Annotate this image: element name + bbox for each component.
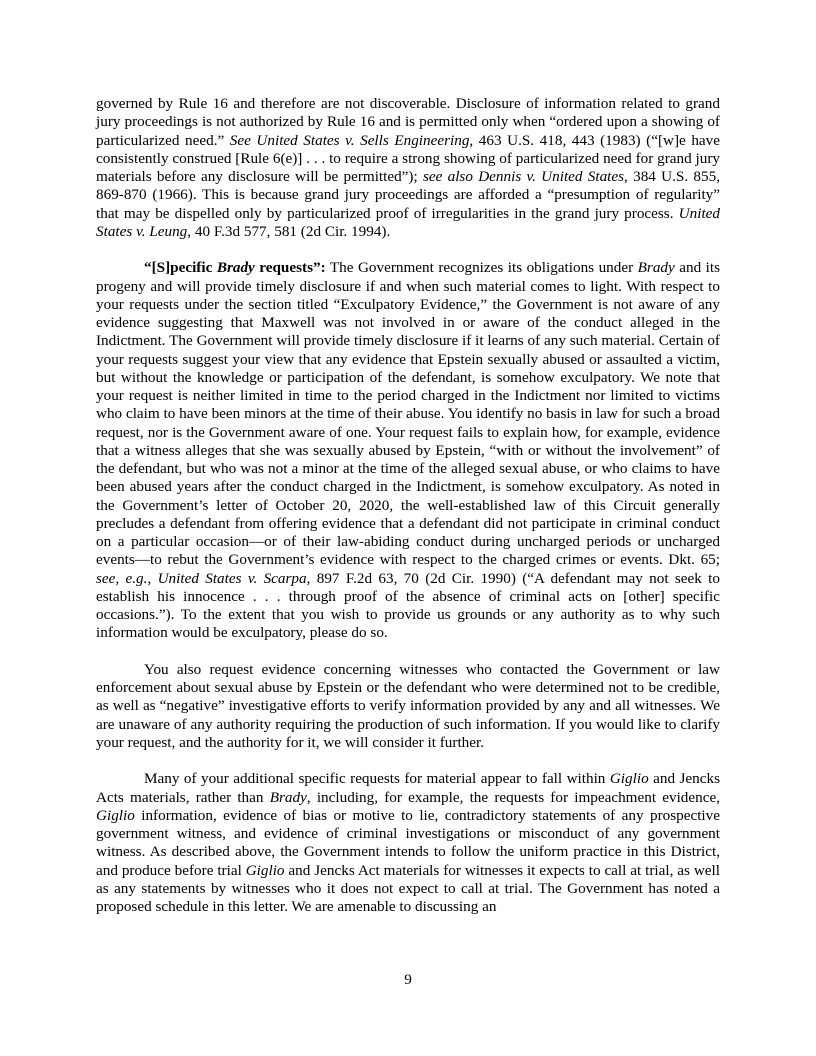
text-segment: Many of your additional specific requests for material appear to fall within (144, 770, 610, 788)
document-page (96, 95, 720, 916)
text-segment: , 40 F.3d 577, 581 (2d Cir. 1994). (187, 222, 391, 240)
case-reference-giglio: Giglio (245, 861, 285, 879)
page-number: 9 (404, 971, 412, 988)
text-segment: , (147, 569, 158, 587)
case-citation-scarpa: United States v. Scarpa (157, 569, 307, 587)
case-reference-brady: Brady (269, 788, 307, 806)
text-segment: The Government recognizes its obligations under (325, 259, 638, 277)
case-citation-sells: See United States v. Sells Engineering (229, 131, 470, 149)
text-segment: and Jencks Acts materials, rather than (96, 770, 720, 806)
paragraph-specific-brady (96, 259, 720, 642)
text-segment: governed by Rule 16 and therefore are not discoverable. Disclosure of information related to grand jury proceedings is not authorized by Rule 16 and is permitted only when “ordered upon a showing of particularized need.” (96, 95, 720, 149)
text-segment: and Jencks Act materials for witnesses it expects to call at trial, as well as any statements by witnesses who it does not expect to call at trial. The Government has noted a proposed schedule in this letter. We are amenable to discussing an (96, 861, 720, 915)
case-citation-leung: United States v. Leung (96, 204, 720, 240)
text-segment: , 897 F.2d 63, 70 (2d Cir. 1990) (“A defendant may not seek to establish his innocence . . . through proof of the absence of criminal acts on [other] specific occasions.”). To the extent that you wish to provide us grounds or any authority as to why such information would be exculpatory, please do so. (96, 569, 720, 642)
case-reference-giglio: Giglio (96, 806, 135, 824)
section-heading-brady: Brady (216, 259, 255, 277)
signal-see-eg: see, e.g. (96, 569, 148, 587)
section-heading-part: “[S]pecific (144, 259, 217, 277)
text-segment: , 384 U.S. 855, 869-870 (1966). This is because grand jury proceedings are afforded a “presumption of regularity” that may be dispelled only by particularized proof of irregularities in the grand jury process. (96, 168, 720, 222)
case-reference-brady: Brady (637, 259, 675, 277)
case-reference-giglio: Giglio (609, 770, 649, 788)
paragraph-witnesses (96, 661, 720, 752)
section-heading-part: requests”: (254, 259, 326, 277)
text-segment: You also request evidence concerning witnesses who contacted the Government or law enforcement about sexual abuse by Epstein or the defendant who were determined not to be credible, as well as “negative” investigative efforts to verify information provided by any and all witnesses. We are unaware of any authority requiring the production of such information. If you would like to clarify your request, and the authority for it, we will consider it further. (96, 660, 720, 751)
paragraph-giglio-jencks (96, 770, 720, 916)
text-segment: , 463 U.S. 418, 443 (1983) (“[w]e have consistently construed [Rule 6(e)] . . . to require a strong showing of particularized need for grand jury materials before any disclosure will be permitted”); (96, 131, 721, 185)
case-citation-dennis: see also Dennis v. United States (422, 168, 625, 185)
text-segment: information, evidence of bias or motive to lie, contradictory statements of any prospective government witness, and evidence of criminal investigations or misconduct of any government witness. As described above, the Government intends to follow the uniform practice in this District, and produce before trial (96, 806, 720, 879)
paragraph-grand-jury (96, 95, 720, 241)
text-segment: , including, for example, the requests for impeachment evidence, (306, 788, 721, 806)
text-segment: and its progeny and will provide timely disclosure if and when such material comes to light. With respect to your requests under the section titled “Exculpatory Evidence,” the Government is not aware of any evidence suggesting that Maxwell was not involved in or aware of the conduct alleged in the Indictment. The Government will provide timely disclosure if it learns of any such material. Certain of your requests suggest your view that any evidence that Epstein sexually abused or assaulted a victim, but without the knowledge or participation of the defendant, is somehow exculpatory. We note that your request is neither limited in time to the period charged in the Indictment nor limited to victims who claim to have been minors at the time of their abuse. You identify no basis in law for such a broad request, nor is the Government aware of one. Your request fails to explain how, for example, evidence that a witness alleges that she was sexually abused by Epstein, “with or without the involvement” of the defendant, but who was not a minor at the time of the alleged sexual abuse, or who claims to have been abused years after the conduct charged in the Indictment, is somehow exculpatory. As noted in the Government’s letter of October 20, 2020, the well-established law of this Circuit generally precludes a defendant from offering evidence that a defendant did not participate in criminal conduct on a particular occasion—or of their law-abiding conduct during uncharged periods or uncharged events—to rebut the Government’s evidence with respect to the charged crimes or events. Dkt. 65; (96, 259, 720, 569)
